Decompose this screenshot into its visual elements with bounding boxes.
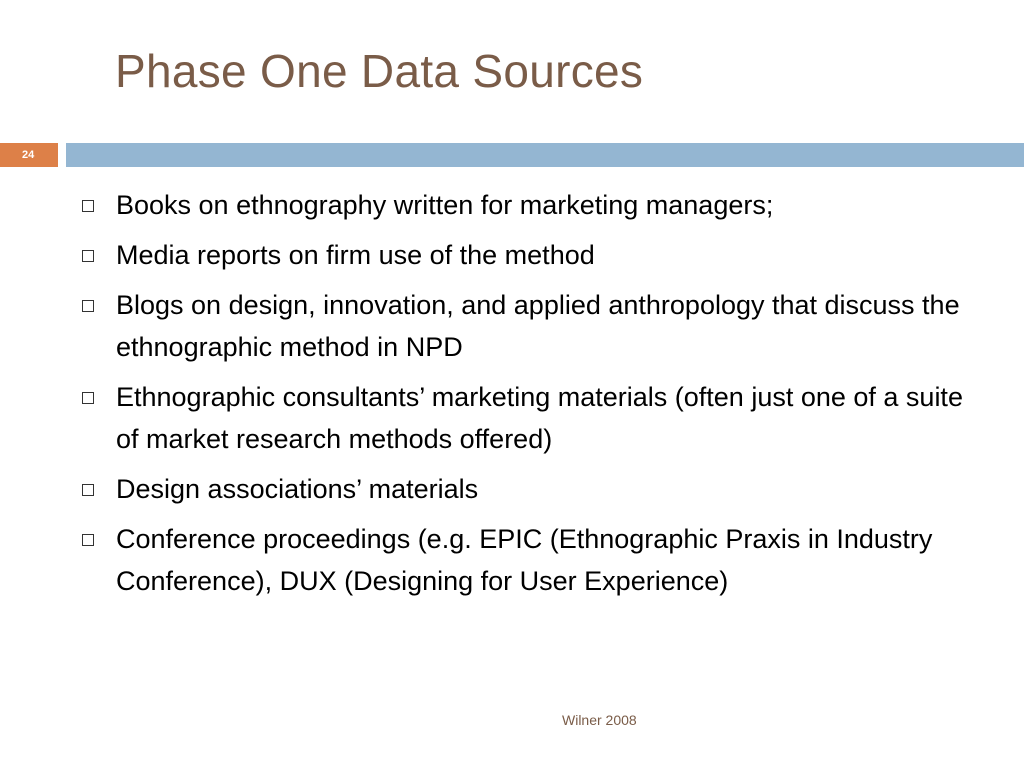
square-bullet-icon	[82, 250, 94, 262]
slide-number: 24	[22, 149, 35, 161]
square-bullet-icon	[82, 300, 94, 312]
bullet-text: Ethnographic consultants’ marketing materials (often just one of a suite of market research methods offered)	[116, 382, 963, 454]
bullet-item	[82, 518, 982, 602]
header-divider-bar	[66, 143, 1024, 167]
square-bullet-icon	[82, 200, 94, 212]
bullet-item	[82, 184, 982, 226]
bullet-text: Blogs on design, innovation, and applied anthropology that discuss the ethnographic method in NPD	[116, 290, 960, 362]
slide-footer: Wilner 2008	[562, 712, 637, 728]
bullet-item	[82, 468, 982, 510]
bullet-text: Conference proceedings (e.g. EPIC (Ethnographic Praxis in Industry Conference), DUX (Designing for User Experience)	[116, 524, 933, 596]
square-bullet-icon	[82, 392, 94, 404]
bullet-item	[82, 284, 982, 368]
slide-title: Phase One Data Sources	[115, 45, 644, 97]
bullet-text: Design associations’ materials	[116, 474, 479, 504]
bullet-item	[82, 376, 982, 460]
square-bullet-icon	[82, 534, 94, 546]
slide-number-badge	[0, 143, 58, 167]
bullet-text: Books on ethnography written for marketing managers;	[116, 190, 774, 220]
bullet-item	[82, 234, 982, 276]
bullet-text: Media reports on firm use of the method	[116, 240, 595, 270]
square-bullet-icon	[82, 484, 94, 496]
bullet-list	[82, 184, 982, 610]
